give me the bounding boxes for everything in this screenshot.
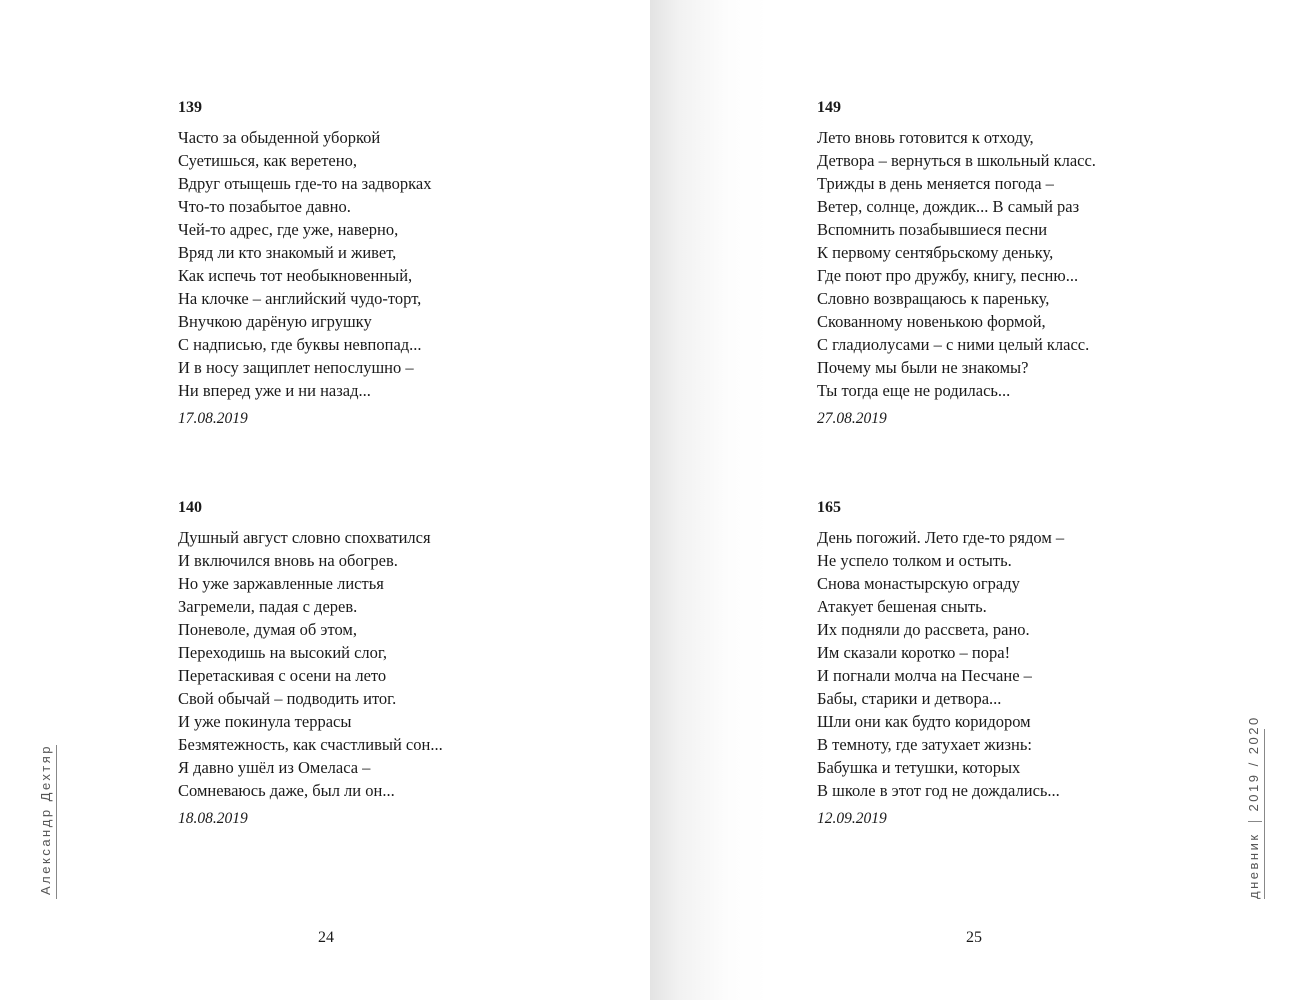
poem-line: Загремели, падая с дерев. [178,597,358,616]
poem-number: 140 [178,499,202,516]
poem-line: Бабушка и тетушки, которых [817,758,1021,777]
poem-line: Снова монастырскую ограду [817,574,1020,593]
poem-line: В темноту, где затухает жизнь: [817,735,1032,754]
poem-line: И уже покинула террасы [178,712,352,731]
poem-line: С гладиолусами – с ними целый класс. [817,335,1090,354]
spine-years: 2019 / 2020 [1246,715,1261,812]
poem-line: Ни вперед уже и ни назад... [178,381,371,400]
poem-line: День погожий. Лето где-то рядом – [817,528,1065,547]
poem-line: Чей-то адрес, где уже, наверно, [178,220,399,239]
poem-line: И в носу защиплет непослушно – [178,358,414,377]
poem-line: И включился вновь на обогрев. [178,551,398,570]
poem-date: 12.09.2019 [817,810,887,827]
poem-140 [178,498,578,829]
poem-line: На клочке – английский чудо-торт, [178,289,422,308]
poem-line: Как испечь тот необыкновенный, [178,266,413,285]
poem-line: Их подняли до рассвета, рано. [817,620,1030,639]
poem-line: С надписью, где буквы невпопад... [178,335,422,354]
spine-separator [1248,821,1262,822]
poem-line: Сомневаюсь даже, был ли он... [178,781,395,800]
poem-line: Лето вновь готовится к отходу, [817,128,1034,147]
poem-line: Вдруг отыщешь где-то на задворках [178,174,432,193]
poem-line: Вспомнить позабывшиеся песни [817,220,1048,239]
poem-line: Где поют про дружбу, книгу, песню... [817,266,1079,285]
poem-date: 27.08.2019 [817,410,887,427]
page-number-right: 25 [966,929,982,946]
poem-line: Часто за обыденной уборкой [178,128,381,147]
poem-lines [817,526,1217,802]
poem-date: 18.08.2019 [178,810,248,827]
spine-author-name: Александр Дехтяр [38,745,57,899]
spine-rule [1264,729,1265,899]
poem-date: 17.08.2019 [178,410,248,427]
poem-139 [178,98,578,429]
poem-line: В школе в этот год не дождались... [817,781,1060,800]
poem-number: 149 [817,99,841,116]
poem-line: Ветер, солнце, дождик... В самый раз [817,197,1080,216]
poem-line: Суетишься, как веретено, [178,151,357,170]
poem-line: Не успело толком и остыть. [817,551,1012,570]
poem-line: Я давно ушёл из Омеласа – [178,758,371,777]
poem-line: К первому сентябрьскому деньку, [817,243,1054,262]
poem-line: Перетаскивая с осени на лето [178,666,387,685]
page-number-left: 24 [318,929,334,946]
poem-line: Детвора – вернуться в школьный класс. [817,151,1096,170]
poem-line: Но уже заржавленные листья [178,574,384,593]
right-page [650,0,1300,1000]
poem-lines [178,526,578,802]
poem-149 [817,98,1217,429]
poem-lines [178,126,578,402]
poem-line: Что-то позабытое давно. [178,197,351,216]
poem-line: Безмятежность, как счастливый сон... [178,735,443,754]
spine-title: дневник [1246,832,1261,899]
poem-line: Поневоле, думая об этом, [178,620,357,639]
poem-line: Атакует бешеная сныть. [817,597,987,616]
spine-book-title [1246,715,1262,899]
poem-line: Внучкою дарёную игрушку [178,312,372,331]
poem-line: Словно возвращаюсь к пареньку, [817,289,1050,308]
poem-line: Трижды в день меняется погода – [817,174,1054,193]
poem-line: Бабы, старики и детвора... [817,689,1002,708]
poem-line: Ты тогда еще не родилась... [817,381,1011,400]
poem-line: Переходишь на высокий слог, [178,643,387,662]
poem-line: Душный август словно спохватился [178,528,431,547]
poem-line: Им сказали коротко – пора! [817,643,1011,662]
poem-line: Вряд ли кто знакомый и живет, [178,243,397,262]
poem-line: Скованному новенькою формой, [817,312,1046,331]
poem-number: 139 [178,99,202,116]
poem-line: Свой обычай – подводить итог. [178,689,397,708]
poem-number: 165 [817,499,841,516]
poem-lines [817,126,1217,402]
poem-line: Почему мы были не знакомы? [817,358,1029,377]
poem-line: И погнали молча на Песчане – [817,666,1032,685]
poem-165 [817,498,1217,829]
poem-line: Шли они как будто коридором [817,712,1031,731]
